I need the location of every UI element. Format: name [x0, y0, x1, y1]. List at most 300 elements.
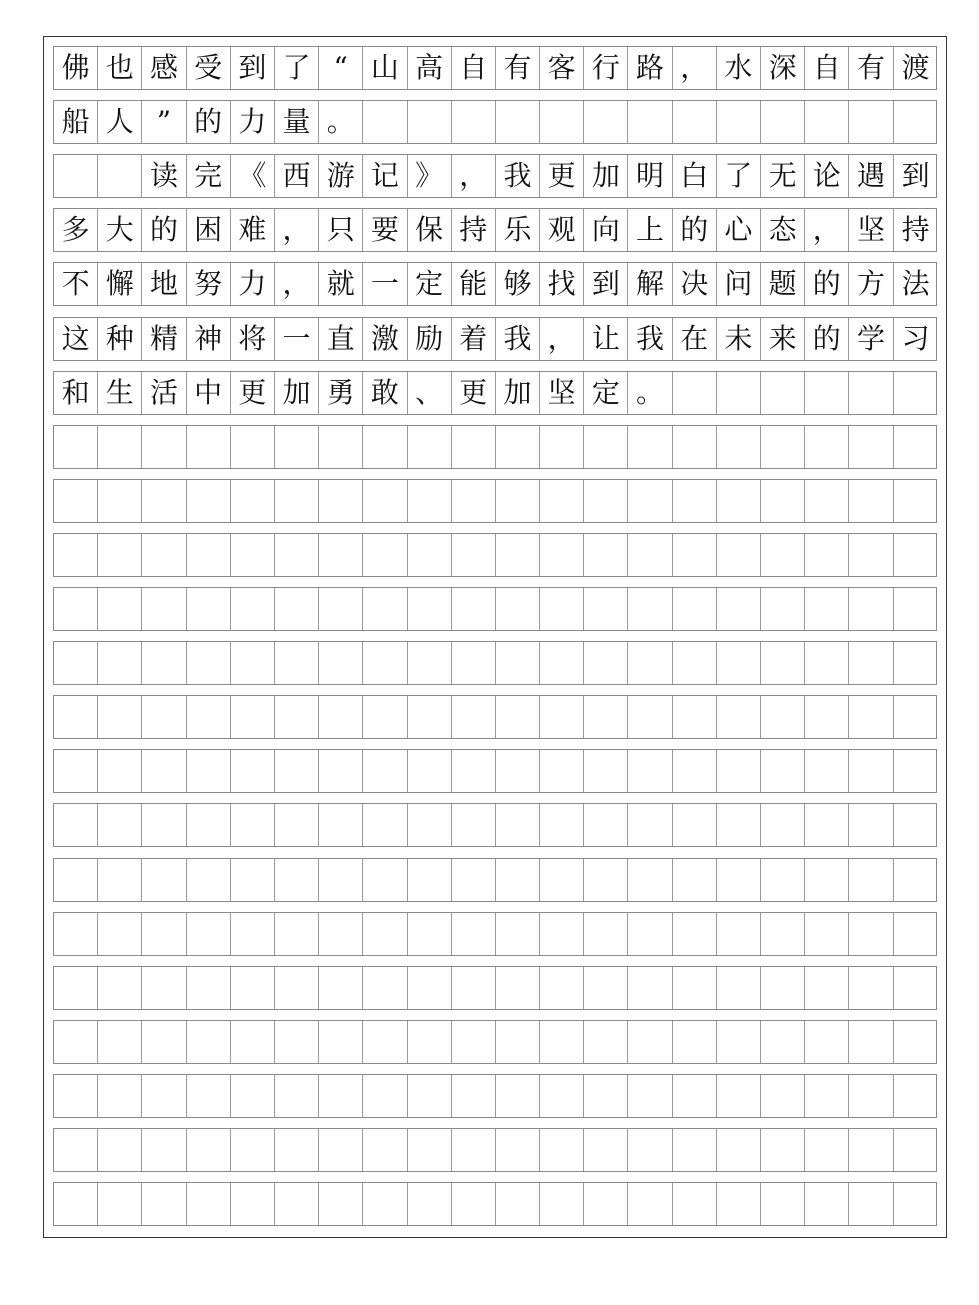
grid-cell: [584, 859, 628, 901]
grid-cell: [894, 1129, 938, 1171]
grid-cell: 的: [673, 209, 717, 251]
grid-cell: 。: [628, 372, 672, 414]
grid-cell: 找: [540, 263, 584, 305]
grid-cell: [98, 480, 142, 522]
grid-cell: [628, 642, 672, 684]
grid-cell: [894, 967, 938, 1009]
grid-cell: 《: [231, 155, 275, 197]
grid-row: [53, 1074, 937, 1118]
grid-cell: 客: [540, 47, 584, 89]
grid-cell: [894, 1183, 938, 1225]
grid-cell: [54, 1129, 98, 1171]
grid-cell: 到: [231, 47, 275, 89]
grid-cell: [761, 1129, 805, 1171]
grid-cell: [540, 1129, 584, 1171]
grid-cell: 和: [54, 372, 98, 414]
grid-cell: [849, 913, 893, 955]
grid-cell: [496, 750, 540, 792]
grid-cell: [142, 750, 186, 792]
grid-cell: 持: [901, 213, 930, 247]
grid-cell: 有: [496, 47, 540, 89]
grid-cell: [496, 1183, 540, 1225]
grid-cell: [894, 480, 938, 522]
grid-cell: [275, 480, 319, 522]
grid-cell: [761, 480, 805, 522]
grid-cell: ”: [142, 101, 186, 143]
grid-cell: [319, 642, 363, 684]
grid-cell: [628, 1075, 672, 1117]
grid-cell: 明: [628, 155, 672, 197]
grid-cell: [275, 642, 319, 684]
grid-cell: 活: [142, 372, 186, 414]
grid-cell: [231, 588, 275, 630]
grid-row: [53, 587, 937, 631]
grid-cell: [540, 750, 584, 792]
grid-cell: 一: [275, 318, 319, 360]
grid-cell: [363, 1075, 407, 1117]
grid-cell: [717, 101, 761, 143]
grid-cell: 我: [496, 155, 540, 197]
grid-cell: 能: [452, 263, 496, 305]
grid-cell: [452, 696, 496, 738]
grid-cell: [761, 696, 805, 738]
grid-cell: 多: [54, 209, 98, 251]
grid-cell: [319, 804, 363, 846]
grid-row: [53, 858, 937, 902]
grid-cell: [275, 913, 319, 955]
grid-cell: 论: [805, 155, 849, 197]
grid-cell: [761, 859, 805, 901]
grid-cell: [584, 534, 628, 576]
grid-cell: [142, 696, 186, 738]
grid-cell: 坚: [849, 209, 893, 251]
grid-cell: [673, 967, 717, 1009]
grid-cell: [805, 101, 849, 143]
grid-cell: [98, 804, 142, 846]
grid-cell: [496, 1075, 540, 1117]
grid-cell: [363, 967, 407, 1009]
grid-cell: [187, 696, 231, 738]
grid-cell: [717, 642, 761, 684]
grid-cell: 游: [319, 155, 363, 197]
grid-cell: [496, 967, 540, 1009]
grid-cell: 态: [761, 209, 805, 251]
grid-cell: 深: [761, 47, 805, 89]
grid-cell: [408, 588, 452, 630]
grid-cell: [761, 426, 805, 468]
grid-cell: [628, 1021, 672, 1063]
grid-cell: [584, 1021, 628, 1063]
grid-cell: [717, 696, 761, 738]
grid-cell: [761, 1021, 805, 1063]
grid-cell: 敢: [363, 372, 407, 414]
grid-cell: [452, 1075, 496, 1117]
grid-cell: [673, 804, 717, 846]
grid-cell: 行: [584, 47, 628, 89]
grid-cell: [54, 534, 98, 576]
grid-cell: [187, 967, 231, 1009]
grid-cell: [408, 101, 452, 143]
grid-cell: 乐: [496, 209, 540, 251]
grid-cell: 向: [584, 209, 628, 251]
grid-cell: 自: [805, 47, 849, 89]
grid-cell: [673, 859, 717, 901]
grid-cell: [673, 1075, 717, 1117]
grid-cell: [142, 534, 186, 576]
grid-cell: 更: [231, 372, 275, 414]
grid-cell: [231, 480, 275, 522]
grid-cell: [98, 1021, 142, 1063]
grid-cell: [673, 101, 717, 143]
grid-cell: [540, 1183, 584, 1225]
grid-cell: [231, 696, 275, 738]
grid-row: [53, 1182, 937, 1226]
grid-cell: 遇: [849, 155, 893, 197]
grid-cell: [54, 480, 98, 522]
grid-cell: [275, 1183, 319, 1225]
grid-cell: [187, 804, 231, 846]
grid-cell: 感: [142, 47, 186, 89]
grid-cell: [452, 534, 496, 576]
grid-cell: [584, 101, 628, 143]
grid-cell: [805, 588, 849, 630]
grid-cell: [275, 859, 319, 901]
grid-cell: [98, 155, 142, 197]
grid-cell: 难: [231, 209, 275, 251]
grid-cell: 坚: [540, 372, 584, 414]
grid-cell: [54, 750, 98, 792]
grid-cell: [584, 426, 628, 468]
grid-cell: [805, 372, 849, 414]
grid-cell: 了: [717, 155, 761, 197]
grid-cell: [849, 804, 893, 846]
grid-row: [53, 533, 937, 577]
grid-cell: 白: [673, 155, 717, 197]
grid-cell: [319, 480, 363, 522]
grid-cell: [452, 913, 496, 955]
grid-cell: [98, 696, 142, 738]
grid-cell: [673, 642, 717, 684]
grid-cell: [673, 696, 717, 738]
grid-cell: [673, 750, 717, 792]
grid-cell: [805, 804, 849, 846]
grid-cell: [275, 588, 319, 630]
grid-cell: [849, 642, 893, 684]
grid-cell: [584, 1075, 628, 1117]
writing-paper: [43, 36, 947, 1238]
grid-cell: [54, 1075, 98, 1117]
grid-cell: [54, 804, 98, 846]
grid-cell: [805, 1021, 849, 1063]
grid-cell: [628, 534, 672, 576]
grid-row: [53, 803, 937, 847]
grid-cell: [717, 480, 761, 522]
grid-cell: [231, 859, 275, 901]
grid-cell: [54, 155, 98, 197]
grid-cell: 未: [717, 318, 761, 360]
grid-cell: [142, 1075, 186, 1117]
grid-cell: ，: [275, 209, 319, 251]
grid-cell: 持: [452, 209, 496, 251]
grid-cell: [408, 750, 452, 792]
grid-cell: [673, 1183, 717, 1225]
grid-cell: [496, 642, 540, 684]
grid-cell: 高: [408, 47, 452, 89]
grid-cell: [319, 1129, 363, 1171]
grid-cell: [805, 750, 849, 792]
grid-cell: 学: [849, 318, 893, 360]
grid-cell: [319, 426, 363, 468]
grid-cell: 加: [584, 155, 628, 197]
grid-cell: [98, 1075, 142, 1117]
grid-cell: [894, 1021, 938, 1063]
grid-cell: [673, 372, 717, 414]
grid-cell: [275, 1075, 319, 1117]
grid-cell: 将: [231, 318, 275, 360]
grid-row: [53, 749, 937, 793]
grid-cell: [187, 1021, 231, 1063]
grid-cell: 心: [717, 209, 761, 251]
grid-cell: 有: [849, 47, 893, 89]
grid-cell: [584, 588, 628, 630]
grid-cell: [540, 480, 584, 522]
grid-cell: [849, 480, 893, 522]
grid-cell: [584, 1129, 628, 1171]
grid-cell: 路: [628, 47, 672, 89]
grid-cell: [363, 750, 407, 792]
grid-cell: [717, 859, 761, 901]
grid-cell: [231, 804, 275, 846]
grid-cell: [849, 588, 893, 630]
grid-cell: [717, 804, 761, 846]
grid-cell: [275, 696, 319, 738]
grid-cell: [142, 913, 186, 955]
grid-cell: [805, 696, 849, 738]
grid-cell: 的: [805, 318, 849, 360]
grid-cell: 读: [142, 155, 186, 197]
grid-cell: [187, 480, 231, 522]
grid-cell: [849, 1129, 893, 1171]
grid-cell: [275, 804, 319, 846]
grid-cell: [452, 588, 496, 630]
grid-cell: [540, 426, 584, 468]
grid-cell: [408, 913, 452, 955]
grid-cell: [628, 1183, 672, 1225]
grid-cell: [584, 1183, 628, 1225]
grid-cell: [805, 480, 849, 522]
grid-cell: [717, 1021, 761, 1063]
grid-cell: [452, 859, 496, 901]
grid-cell: 力: [231, 263, 275, 305]
grid-cell: [894, 372, 938, 414]
grid-cell: [761, 967, 805, 1009]
grid-cell: [849, 696, 893, 738]
grid-cell: [717, 372, 761, 414]
grid-cell: [761, 750, 805, 792]
grid-cell: 佛: [54, 47, 98, 89]
grid-cell: [142, 1021, 186, 1063]
grid-cell: [805, 859, 849, 901]
grid-cell: 励: [408, 318, 452, 360]
grid-cell: [408, 1075, 452, 1117]
grid-cell: [894, 750, 938, 792]
grid-cell: 我: [496, 318, 540, 360]
grid-cell: [540, 534, 584, 576]
grid-cell: 够: [496, 263, 540, 305]
grid-cell: [363, 859, 407, 901]
grid-cell: 渡: [901, 51, 930, 84]
grid-cell: [319, 1183, 363, 1225]
grid-cell: [540, 967, 584, 1009]
grid-cell: [452, 1183, 496, 1225]
grid-cell: [849, 101, 893, 143]
grid-cell: 到: [584, 263, 628, 305]
grid-cell: 精: [142, 318, 186, 360]
grid-cell: [319, 1075, 363, 1117]
grid-cell: [540, 1021, 584, 1063]
grid-cell: 保: [408, 209, 452, 251]
grid-cell: [363, 642, 407, 684]
grid-cell: [584, 642, 628, 684]
grid-cell: [275, 967, 319, 1009]
grid-cell: 困: [187, 209, 231, 251]
grid-cell: 。: [319, 101, 363, 143]
grid-cell: [98, 588, 142, 630]
grid-row: [53, 641, 937, 685]
grid-row: [53, 479, 937, 523]
grid-cell: 题: [761, 263, 805, 305]
grid-cell: [717, 913, 761, 955]
grid-cell: 船: [54, 101, 98, 143]
grid-cell: [805, 642, 849, 684]
grid-cell: 这: [54, 318, 98, 360]
grid-row: [53, 208, 937, 252]
grid-cell: [717, 1075, 761, 1117]
grid-cell: [761, 642, 805, 684]
grid-cell: [452, 967, 496, 1009]
grid-cell: 加: [496, 372, 540, 414]
grid-cell: 定: [408, 263, 452, 305]
grid-cell: [54, 696, 98, 738]
grid-row: [53, 912, 937, 956]
grid-cell: [408, 967, 452, 1009]
grid-cell: [805, 426, 849, 468]
grid-cell: [452, 480, 496, 522]
grid-cell: 懈: [98, 263, 142, 305]
grid-cell: 法: [901, 267, 930, 301]
grid-cell: 、: [408, 372, 452, 414]
grid-cell: [142, 588, 186, 630]
grid-cell: [628, 588, 672, 630]
grid-cell: 上: [628, 209, 672, 251]
grid-cell: 》: [408, 155, 452, 197]
grid-cell: [319, 1021, 363, 1063]
grid-cell: [496, 696, 540, 738]
grid-cell: [628, 859, 672, 901]
grid-cell: ，: [673, 47, 717, 89]
grid-row: [53, 1128, 937, 1172]
grid-cell: [187, 1075, 231, 1117]
grid-cell: [319, 967, 363, 1009]
grid-cell: [849, 967, 893, 1009]
grid-cell: 人: [98, 101, 142, 143]
grid-cell: [805, 534, 849, 576]
grid-cell: [142, 480, 186, 522]
grid-cell: 定: [584, 372, 628, 414]
grid-cell: [673, 426, 717, 468]
grid-cell: 的: [805, 263, 849, 305]
grid-cell: [187, 426, 231, 468]
grid-cell: [363, 1129, 407, 1171]
grid-cell: [540, 642, 584, 684]
grid-cell: [894, 534, 938, 576]
grid-cell: [187, 750, 231, 792]
grid-cell: [142, 426, 186, 468]
grid-cell: [584, 480, 628, 522]
grid-cell: [142, 1129, 186, 1171]
grid-cell: [805, 1129, 849, 1171]
grid-cell: [54, 967, 98, 1009]
grid-cell: [628, 426, 672, 468]
grid-cell: 方: [849, 263, 893, 305]
grid-cell: 就: [319, 263, 363, 305]
grid-cell: ，: [452, 155, 496, 197]
grid-cell: [142, 967, 186, 1009]
grid-cell: [849, 372, 893, 414]
grid-cell: [98, 1129, 142, 1171]
grid-cell: [849, 750, 893, 792]
grid-cell: [187, 1183, 231, 1225]
grid-cell: [363, 696, 407, 738]
grid-cell: [231, 1183, 275, 1225]
grid-cell: [98, 859, 142, 901]
grid-cell: [496, 859, 540, 901]
grid-cell: [275, 534, 319, 576]
grid-cell: 着: [452, 318, 496, 360]
grid-cell: [849, 1075, 893, 1117]
grid-cell: [54, 1021, 98, 1063]
grid-cell: [319, 588, 363, 630]
grid-cell: [540, 913, 584, 955]
grid-cell: [231, 1129, 275, 1171]
grid-cell: 勇: [319, 372, 363, 414]
grid-cell: [717, 750, 761, 792]
grid-cell: 量: [275, 101, 319, 143]
grid-cell: [142, 1183, 186, 1225]
grid-cell: ，: [805, 209, 849, 251]
grid-cell: [363, 1183, 407, 1225]
grid-cell: [98, 913, 142, 955]
grid-cell: 问: [717, 263, 761, 305]
grid-cell: 生: [98, 372, 142, 414]
grid-cell: [761, 534, 805, 576]
grid-row: [53, 425, 937, 469]
grid-cell: [363, 588, 407, 630]
grid-cell: [894, 426, 938, 468]
grid-cell: [673, 1021, 717, 1063]
grid-cell: [761, 804, 805, 846]
grid-cell: [275, 1021, 319, 1063]
grid-cell: [408, 1129, 452, 1171]
grid-cell: 来: [761, 318, 805, 360]
grid-cell: [673, 534, 717, 576]
grid-cell: [408, 534, 452, 576]
grid-cell: 记: [363, 155, 407, 197]
grid-cell: [540, 859, 584, 901]
grid-cell: [231, 642, 275, 684]
grid-cell: “: [319, 47, 363, 89]
grid-cell: [452, 101, 496, 143]
